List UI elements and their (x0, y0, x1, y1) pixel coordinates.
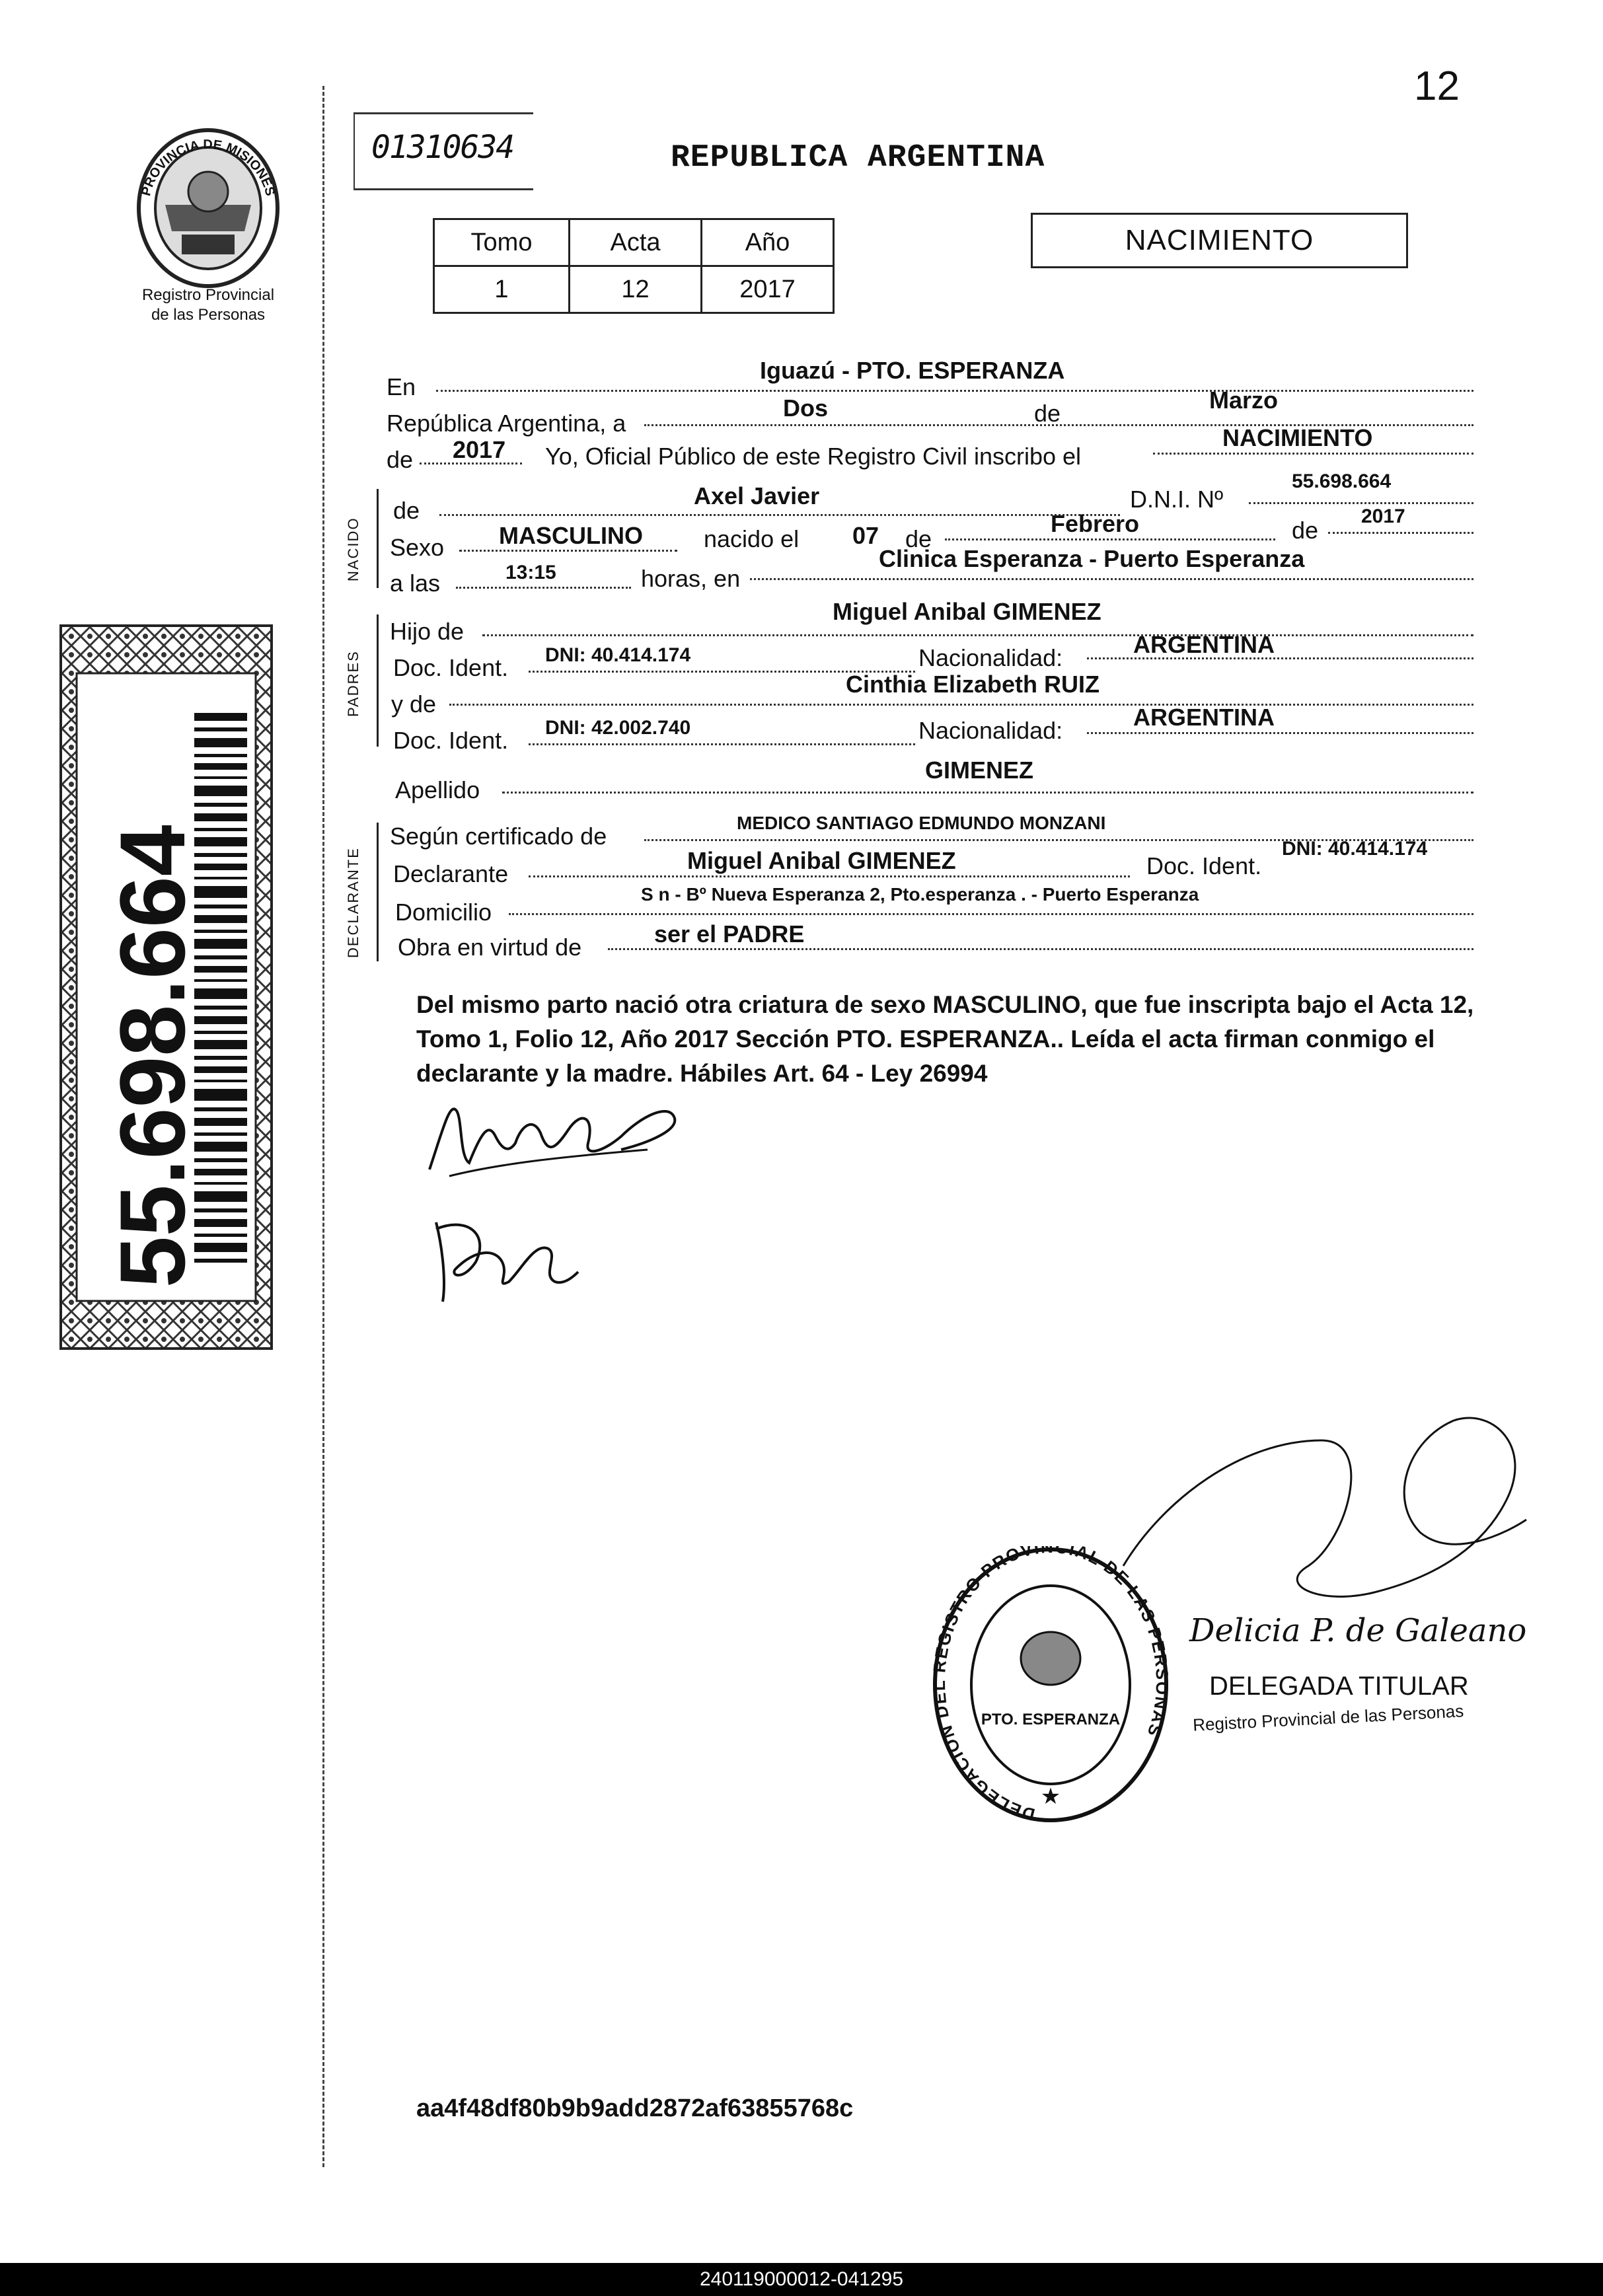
label-declarante-doc: Doc. Ident. (1146, 852, 1262, 879)
field-certificado: MEDICO SANTIAGO EDMUNDO MONZANI (737, 813, 1106, 833)
label-republica: República Argentina, a (387, 410, 626, 437)
signatory-org: Registro Provincial de las Personas (1192, 1701, 1464, 1735)
field-declarante: Miguel Anibal GIMENEZ (687, 847, 956, 874)
field-tipo: NACIMIENTO (1222, 424, 1373, 451)
field-dia: Dos (783, 394, 829, 422)
field-apellido: GIMENEZ (925, 757, 1034, 784)
dotted-line (436, 390, 1473, 392)
field-anio-nac: 2017 (1361, 505, 1405, 527)
official-signature (1110, 1368, 1540, 1619)
label-a-las: a las (390, 570, 441, 597)
label-nacionalidad-2: Nacionalidad: (918, 717, 1063, 744)
bracket-padres (377, 614, 379, 747)
label-horas-en: horas, en (641, 565, 741, 592)
barcode-number: 55.698.664 (100, 825, 204, 1288)
footer-code: 240119000012-041295 (0, 2263, 1603, 2296)
dotted-line (502, 792, 1473, 794)
label-hijo-de: Hijo de (390, 618, 465, 645)
field-madre: Cinthia Elizabeth RUIZ (846, 671, 1100, 698)
field-padre: Miguel Anibal GIMENEZ (833, 598, 1101, 625)
label-domicilio: Domicilio (395, 899, 492, 926)
registro-label: Registro Provincial de las Personas (141, 286, 275, 324)
record-table (433, 218, 835, 314)
side-label-nacido: NACIDO (345, 517, 361, 581)
field-padre-nac: ARGENTINA (1133, 631, 1275, 658)
dotted-line (1249, 502, 1473, 504)
field-domicilio: S n - Bº Nueva Esperanza 2, Pto.esperanza . - Puerto Esperanza (641, 884, 1199, 905)
field-hora: 13:15 (505, 562, 556, 583)
field-dni: 55.698.664 (1292, 470, 1392, 492)
dotted-line (456, 587, 631, 589)
value-tomo: 1 (434, 266, 570, 313)
field-mes-nac: Febrero (1051, 510, 1140, 537)
label-doc-ident-2: Doc. Ident. (393, 727, 509, 754)
field-dia-nac: 07 (852, 522, 879, 549)
label-de-2: de (387, 446, 414, 473)
label-sexo: Sexo (390, 534, 445, 561)
field-declarante-doc: DNI: 40.414.174 (1282, 838, 1428, 860)
field-mes: Marzo (1209, 387, 1279, 414)
document-title: REPUBLICA ARGENTINA (671, 140, 1045, 176)
barcode-sticker (59, 624, 273, 1350)
declarant-signature (423, 1090, 687, 1189)
field-lugar-nac: Clinica Esperanza - Puerto Esperanza (879, 545, 1305, 572)
dotted-line (1087, 732, 1473, 734)
field-lugar: Iguazú - PTO. ESPERANZA (760, 357, 1065, 384)
label-apellido: Apellido (395, 776, 480, 803)
dotted-line (1153, 453, 1473, 455)
star-icon: ★ (1040, 1784, 1061, 1809)
stamp-ring-text: DELEGACION DEL REGISTRO PROVINCIAL DE LAS PERSONAS (928, 1546, 1173, 1825)
dotted-line (1328, 532, 1473, 534)
label-dni: D.N.I. Nº (1130, 486, 1224, 513)
dotted-line (750, 578, 1473, 580)
dotted-line (459, 550, 677, 552)
value-anio: 2017 (702, 266, 834, 313)
label-nacionalidad: Nacionalidad: (918, 644, 1063, 671)
side-label-padres: PADRES (345, 650, 361, 717)
label-yo: Yo, Oficial Público de este Registro Civil inscribo el (545, 443, 1082, 470)
dotted-line (509, 913, 1473, 915)
crest-text: PROVINCIA DE MISIONES (139, 137, 278, 198)
field-madre-doc: DNI: 42.002.740 (545, 717, 691, 739)
label-de-5: de (1292, 517, 1319, 544)
dotted-line (529, 743, 915, 745)
field-madre-nac: ARGENTINA (1133, 704, 1275, 731)
label-obra: Obra en virtud de (398, 934, 582, 961)
bracket-nacido (377, 489, 379, 588)
dotted-line (449, 704, 1473, 706)
bracket-declarante (377, 823, 379, 961)
label-declarante: Declarante (393, 860, 509, 887)
dotted-line (529, 875, 1130, 877)
dotted-line (482, 634, 1473, 636)
label-de-3: de (393, 497, 420, 524)
label-en: En (387, 373, 416, 400)
label-y-de: y de (391, 690, 437, 718)
document-hash: aa4f48df80b9b9add2872af63855768c (416, 2094, 854, 2122)
serial-number-box (354, 112, 533, 190)
stamp-center-text: PTO. ESPERANZA (981, 1711, 1121, 1728)
field-sexo: MASCULINO (499, 522, 643, 549)
signatory-title: DELEGADA TITULAR (1209, 1672, 1469, 1701)
dotted-line (439, 514, 1120, 516)
dotted-line (608, 948, 1473, 950)
certificate-type-box: NACIMIENTO (1031, 213, 1408, 268)
side-label-declarante: DECLARANTE (345, 847, 361, 958)
label-certificado: Según certificado de (390, 823, 607, 850)
label-de: de (1034, 400, 1061, 427)
dotted-line (945, 538, 1275, 540)
page-number: 12 (1414, 63, 1460, 109)
field-padre-doc: DNI: 40.414.174 (545, 644, 691, 666)
label-nacido-el: nacido el (704, 525, 800, 552)
header-anio: Año (702, 219, 834, 266)
margin-rule (322, 86, 324, 2167)
header-tomo: Tomo (434, 219, 570, 266)
serial-number: 01310634 (371, 129, 514, 166)
province-crest-logo (129, 126, 287, 291)
birth-note-paragraph: Del mismo parto nació otra criatura de sexo MASCULINO, que fue inscripta bajo el Acta 12, Tomo 1, Folio 12, Año 2017 Sección PTO. ESPERANZA.. Leída el acta firman conmigo el declarante y la madre. Hábiles Art. 64 - Ley 26994 (416, 991, 1474, 1087)
signatory-name: Delicia P. de Galeano (1189, 1612, 1527, 1649)
field-nombre: Axel Javier (694, 482, 820, 509)
label-doc-ident: Doc. Ident. (393, 654, 509, 681)
header-acta: Acta (570, 219, 702, 266)
value-acta: 12 (570, 266, 702, 313)
label-de-4: de (905, 525, 932, 552)
field-anio: 2017 (453, 436, 506, 463)
mother-signature (416, 1209, 581, 1308)
field-obra: ser el PADRE (654, 920, 805, 947)
